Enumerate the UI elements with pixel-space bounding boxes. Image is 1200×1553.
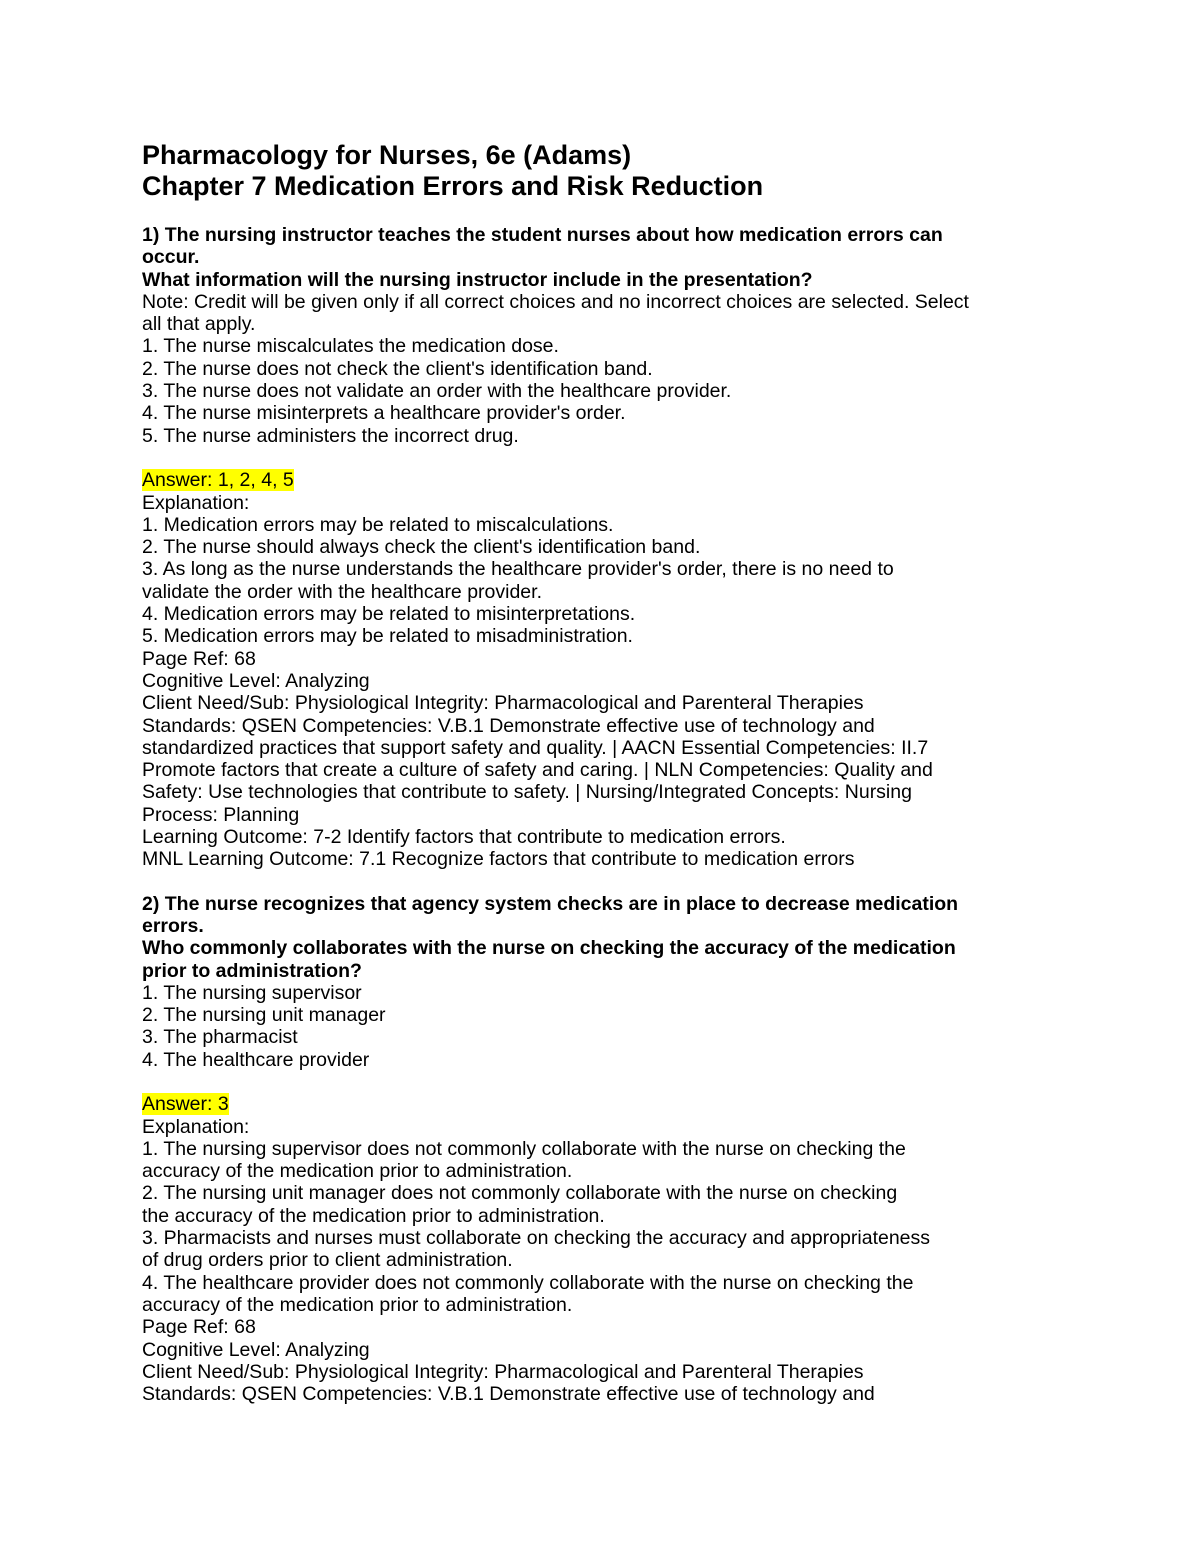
meta-line: Cognitive Level: Analyzing: [142, 1338, 370, 1361]
option-item: 3. The nurse does not validate an order with the healthcare provider.: [142, 380, 732, 403]
explanation: [142, 1138, 1060, 1316]
stem-line: 1) The nursing instructor teaches the student nurses about how medication errors can: [142, 224, 943, 246]
question-metadata: [142, 648, 1060, 871]
option-item: 2. The nurse does not check the client's identification band.: [142, 357, 653, 380]
meta-line: Client Need/Sub: Physiological Integrity: Pharmacological and Parenteral Therapies: [142, 692, 864, 715]
meta-line: MNL Learning Outcome: 7.1 Recognize factors that contribute to medication errors: [142, 848, 855, 871]
meta-line: Learning Outcome: 7-2 Identify factors that contribute to medication errors.: [142, 826, 786, 849]
stem-line: errors.: [142, 914, 204, 937]
meta-line: standardized practices that support safety and quality. | AACN Essential Competencies: II.7: [142, 736, 929, 759]
explanation-line: 1. Medication errors may be related to miscalculations.: [142, 513, 614, 536]
explanation-label: Explanation:: [142, 491, 250, 514]
meta-line: Safety: Use technologies that contribute to safety. | Nursing/Integrated Concepts: Nursing: [142, 781, 912, 804]
answer-options: [142, 982, 1060, 1071]
question-note: [142, 291, 1060, 336]
explanation-line: 2. The nursing unit manager does not commonly collaborate with the nurse on checking: [142, 1182, 898, 1205]
question-1: [142, 224, 1060, 871]
explanation-line: 4. Medication errors may be related to misinterpretations.: [142, 603, 636, 626]
question-stem: [142, 893, 1060, 982]
explanation-line: accuracy of the medication prior to administration.: [142, 1293, 573, 1316]
note-line: Note: Credit will be given only if all correct choices and no incorrect choices are selected. Select: [142, 290, 969, 313]
explanation-line: accuracy of the medication prior to administration.: [142, 1160, 573, 1183]
meta-line: Page Ref: 68: [142, 647, 256, 670]
question-stem: [142, 224, 1060, 291]
explanation-line: validate the order with the healthcare provider.: [142, 580, 542, 603]
explanation-line: of drug orders prior to client administration.: [142, 1249, 513, 1272]
explanation-line: 1. The nursing supervisor does not commonly collaborate with the nurse on checking the: [142, 1137, 906, 1160]
explanation-line: 4. The healthcare provider does not commonly collaborate with the nurse on checking the: [142, 1271, 914, 1294]
note-line: all that apply.: [142, 313, 256, 336]
meta-line: Standards: QSEN Competencies: V.B.1 Demonstrate effective use of technology and: [142, 1383, 875, 1406]
stem-line: occur.: [142, 246, 200, 269]
meta-line: Page Ref: 68: [142, 1316, 256, 1339]
meta-line: Cognitive Level: Analyzing: [142, 669, 370, 692]
meta-line: Client Need/Sub: Physiological Integrity: Pharmacological and Parenteral Therapies: [142, 1360, 864, 1383]
answer-options: [142, 335, 1060, 446]
meta-line: Process: Planning: [142, 803, 300, 826]
answer-key: Answer: 1, 2, 4, 5: [142, 469, 294, 492]
question-metadata: [142, 1316, 1060, 1405]
meta-line: Promote factors that create a culture of safety and caring. | NLN Competencies: Quality and: [142, 759, 933, 782]
question-2: [142, 893, 1060, 1406]
explanation-line: the accuracy of the medication prior to administration.: [142, 1204, 605, 1227]
option-item: 5. The nurse administers the incorrect drug.: [142, 424, 519, 447]
option-item: 3. The pharmacist: [142, 1026, 298, 1049]
explanation-line: 3. As long as the nurse understands the healthcare provider's order, there is no need to: [142, 558, 894, 581]
option-item: 1. The nursing supervisor: [142, 981, 362, 1004]
option-item: 1. The nurse miscalculates the medication dose.: [142, 335, 559, 358]
stem-line: 2) The nurse recognizes that agency system checks are in place to decrease medication: [142, 892, 959, 915]
meta-line: Standards: QSEN Competencies: V.B.1 Demonstrate effective use of technology and: [142, 714, 875, 737]
option-item: 4. The healthcare provider: [142, 1048, 370, 1071]
option-item: 2. The nursing unit manager: [142, 1004, 386, 1027]
explanation-line: 2. The nurse should always check the client's identification band.: [142, 536, 701, 559]
chapter-title: Chapter 7 Medication Errors and Risk Reduction: [142, 171, 764, 201]
stem-line: prior to administration?: [142, 959, 362, 982]
explanation-label: Explanation:: [142, 1115, 250, 1138]
option-item: 4. The nurse misinterprets a healthcare provider's order.: [142, 402, 626, 425]
document-content: [142, 140, 1060, 1405]
explanation: [142, 514, 1060, 648]
explanation-line: 5. Medication errors may be related to misadministration.: [142, 625, 633, 648]
stem-line: What information will the nursing instructor include in the presentation?: [142, 268, 813, 291]
explanation-line: 3. Pharmacists and nurses must collaborate on checking the accuracy and appropriateness: [142, 1227, 931, 1250]
stem-line: Who commonly collaborates with the nurse on checking the accuracy of the medication: [142, 937, 956, 960]
document-title: Pharmacology for Nurses, 6e (Adams): [142, 140, 632, 170]
answer-key: Answer: 3: [142, 1093, 229, 1116]
